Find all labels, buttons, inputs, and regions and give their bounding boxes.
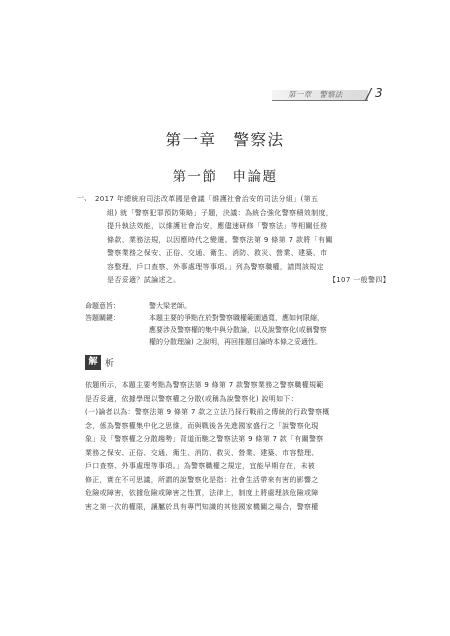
body-line: 依題所示，本題主要考點為警察法第 9 條第 7 款警察業務之警察職權規範: [85, 381, 324, 389]
question-last-line: [85, 274, 390, 288]
body-line: 危險或障害，依據危險或障害之性質，法律上，制度上將處理該危險或障: [85, 489, 319, 497]
points-line: 應要涉及警察權的集中與分散論，以及說警察化(或稱警察: [149, 326, 327, 334]
question-line: 提升執法效能，以維護社會治安，應儘速研修「警察法」等相關任務: [107, 222, 328, 230]
points-line: 本題主要的爭點在於對警察職權範圍過寬，應如何限縮，: [149, 314, 324, 322]
body-line: 害之第一次的權限，讓屬於具有專門知識的其他國家機關之場合，警察權: [85, 502, 319, 511]
running-label: 第一章 警察法: [288, 90, 343, 99]
question-meta: [85, 300, 390, 348]
question-line: 容整理、戶口查察、外事處理等事項。」列為警察職權，請問該規定: [107, 262, 324, 271]
body-line: 修正，實在不可思議，所謂的說警察化是指：社會生活帶來有害的影響之: [85, 475, 319, 484]
body-line: (一)論者以為：警察法第 9 條第 7 款之立法乃採行戰前之傳統的行政警察概: [85, 408, 330, 416]
question-line: 是否妥適？試論述之。: [107, 276, 181, 284]
chapter-title: 第一章 警察法: [165, 131, 285, 149]
page-number: 3: [375, 86, 383, 100]
analysis-body: [85, 379, 390, 514]
question-line: 警察業務之保安、正俗、交通、衛生、消防、救災、營業、建築、市: [107, 249, 328, 257]
body-line: 戶口查察、外事處理等事項。」為警察職權之規定，宜能早期存在，未被: [85, 462, 316, 470]
body-line: 業務之保安、正俗、交通、衛生、消防、救災、營業、建築、市容整理、: [85, 448, 319, 457]
body-line: 是否妥適，依據學理以警察權之分散(或稱為說警察化) 說明如下：: [85, 394, 298, 403]
body-line: 象」及「警察權之分散趨勢」背道而馳之警察法第 9 條第 7 款「有關警察: [85, 435, 324, 443]
question-line: 條款、業務法規，以因應時代之變遷。警察法第 9 條第 7 款將「有關: [107, 235, 333, 244]
points-row: [85, 312, 390, 324]
section-title: 第一節 申論題: [172, 169, 278, 185]
intent-value: 警大梁老師。: [149, 302, 191, 310]
analysis-label: 析: [105, 359, 115, 369]
points-key: 答題關鍵：: [85, 314, 120, 322]
intent-key: 命題意旨：: [85, 302, 120, 310]
question-line: 組) 就「警察犯罪預防策略」子題，決議：為統合強化警察積效制度，: [107, 208, 334, 217]
analysis-badge: 解: [85, 355, 101, 370]
points-line: 權的分散理論) 之說明，再回推題目論時本條之妥適性。: [149, 338, 322, 346]
exam-source: 【107 一般警四】: [328, 276, 390, 284]
running-header: [272, 85, 384, 104]
intent-row: [85, 300, 390, 312]
question-number: 一、: [77, 194, 91, 202]
body-line: 念，係為警察權集中化之思維，而與戰後各先進國家盛行之「說警察化現: [85, 421, 319, 430]
question-block: [77, 193, 390, 288]
question-line: 2017 年總統府司法改革國是會議「維護社會治安的司法分組」(第五: [95, 195, 319, 203]
header-divider: /: [366, 85, 372, 103]
